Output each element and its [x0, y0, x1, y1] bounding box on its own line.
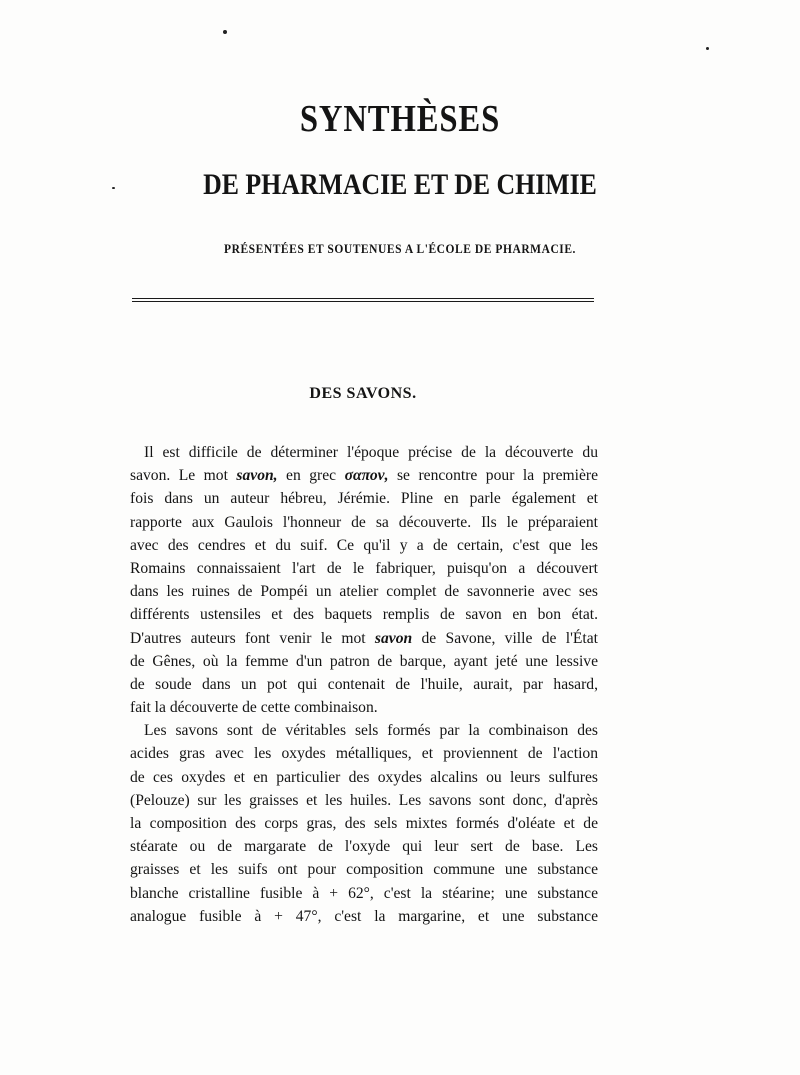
text-run: savon. Le mot	[130, 467, 237, 485]
text-line: de Gênes, où la femme d'un patron de barque, ayant jeté une lessive	[130, 652, 598, 670]
document-title: SYNTHÈSES	[299, 98, 501, 140]
double-rule-divider	[132, 298, 594, 302]
text-line: différents ustensiles et des baquets remplis de savon en bon état.	[130, 606, 598, 624]
text-line: Romains connaissaient l'art de le fabriquer, puisqu'on a découvert	[130, 559, 598, 577]
text-line: (Pelouze) sur les graisses et les huiles. Les savons sont donc, d'après	[130, 791, 598, 809]
text-run: de Savone, ville de l'État	[412, 629, 598, 647]
body-text	[130, 441, 598, 928]
emphasized-word: savon,	[236, 467, 278, 485]
ink-speck	[223, 30, 227, 34]
emphasized-word: σαπον,	[344, 467, 389, 485]
ink-speck	[706, 47, 709, 50]
text-line: analogue fusible à + 47°, c'est la margarine, et une substance	[130, 907, 598, 925]
text-line: de soude dans un pot qui contenait de l'huile, aurait, par hasard,	[130, 675, 598, 693]
section-heading: DES SAVONS.	[309, 385, 417, 402]
text-line: Il est difficile de déterminer l'époque précise de la découverte du	[144, 444, 598, 461]
text-line: rapporte aux Gaulois l'honneur de sa découverte. Ils le préparaient	[130, 513, 598, 531]
text-line: la composition des corps gras, des sels mixtes formés d'oléate et de	[130, 815, 598, 832]
text-line	[130, 464, 598, 487]
text-line: dans les ruines de Pompéi un atelier complet de savonnerie avec ses	[130, 583, 598, 601]
text-run: D'autres auteurs font venir le mot	[130, 629, 375, 647]
text-line: fait la découverte de cette combinaison.	[130, 699, 378, 717]
text-line: de ces oxydes et en particulier des oxydes alcalins ou leurs sulfures	[130, 768, 598, 786]
text-run: se rencontre pour la première	[388, 467, 598, 485]
text-line: acides gras avec les oxydes métalliques, et proviennent de l'action	[130, 745, 598, 763]
text-line: avec des cendres et du suif. Ce qu'il y a de certain, c'est que les	[130, 536, 598, 554]
text-line	[130, 627, 598, 650]
text-line: Les savons sont de véritables sels formés par la combinaison des	[144, 722, 598, 740]
emphasized-word: savon	[374, 629, 413, 647]
text-line: blanche cristalline fusible à + 62°, c'est la stéarine; une substance	[130, 884, 598, 902]
document-subtitle: DE PHARMACIE ET DE CHIMIE	[203, 168, 597, 201]
text-line: fois dans un auteur hébreu, Jérémie. Pline en parle également et	[130, 490, 598, 508]
text-run: en grec	[277, 467, 345, 485]
text-line: graisses et les suifs ont pour composition commune une substance	[130, 861, 598, 879]
presented-line: PRÉSENTÉES ET SOUTENUES A L'ÉCOLE DE PHARMACIE.	[224, 242, 576, 256]
text-line: stéarate ou de margarate de l'oxyde qui leur sert de base. Les	[130, 838, 598, 856]
